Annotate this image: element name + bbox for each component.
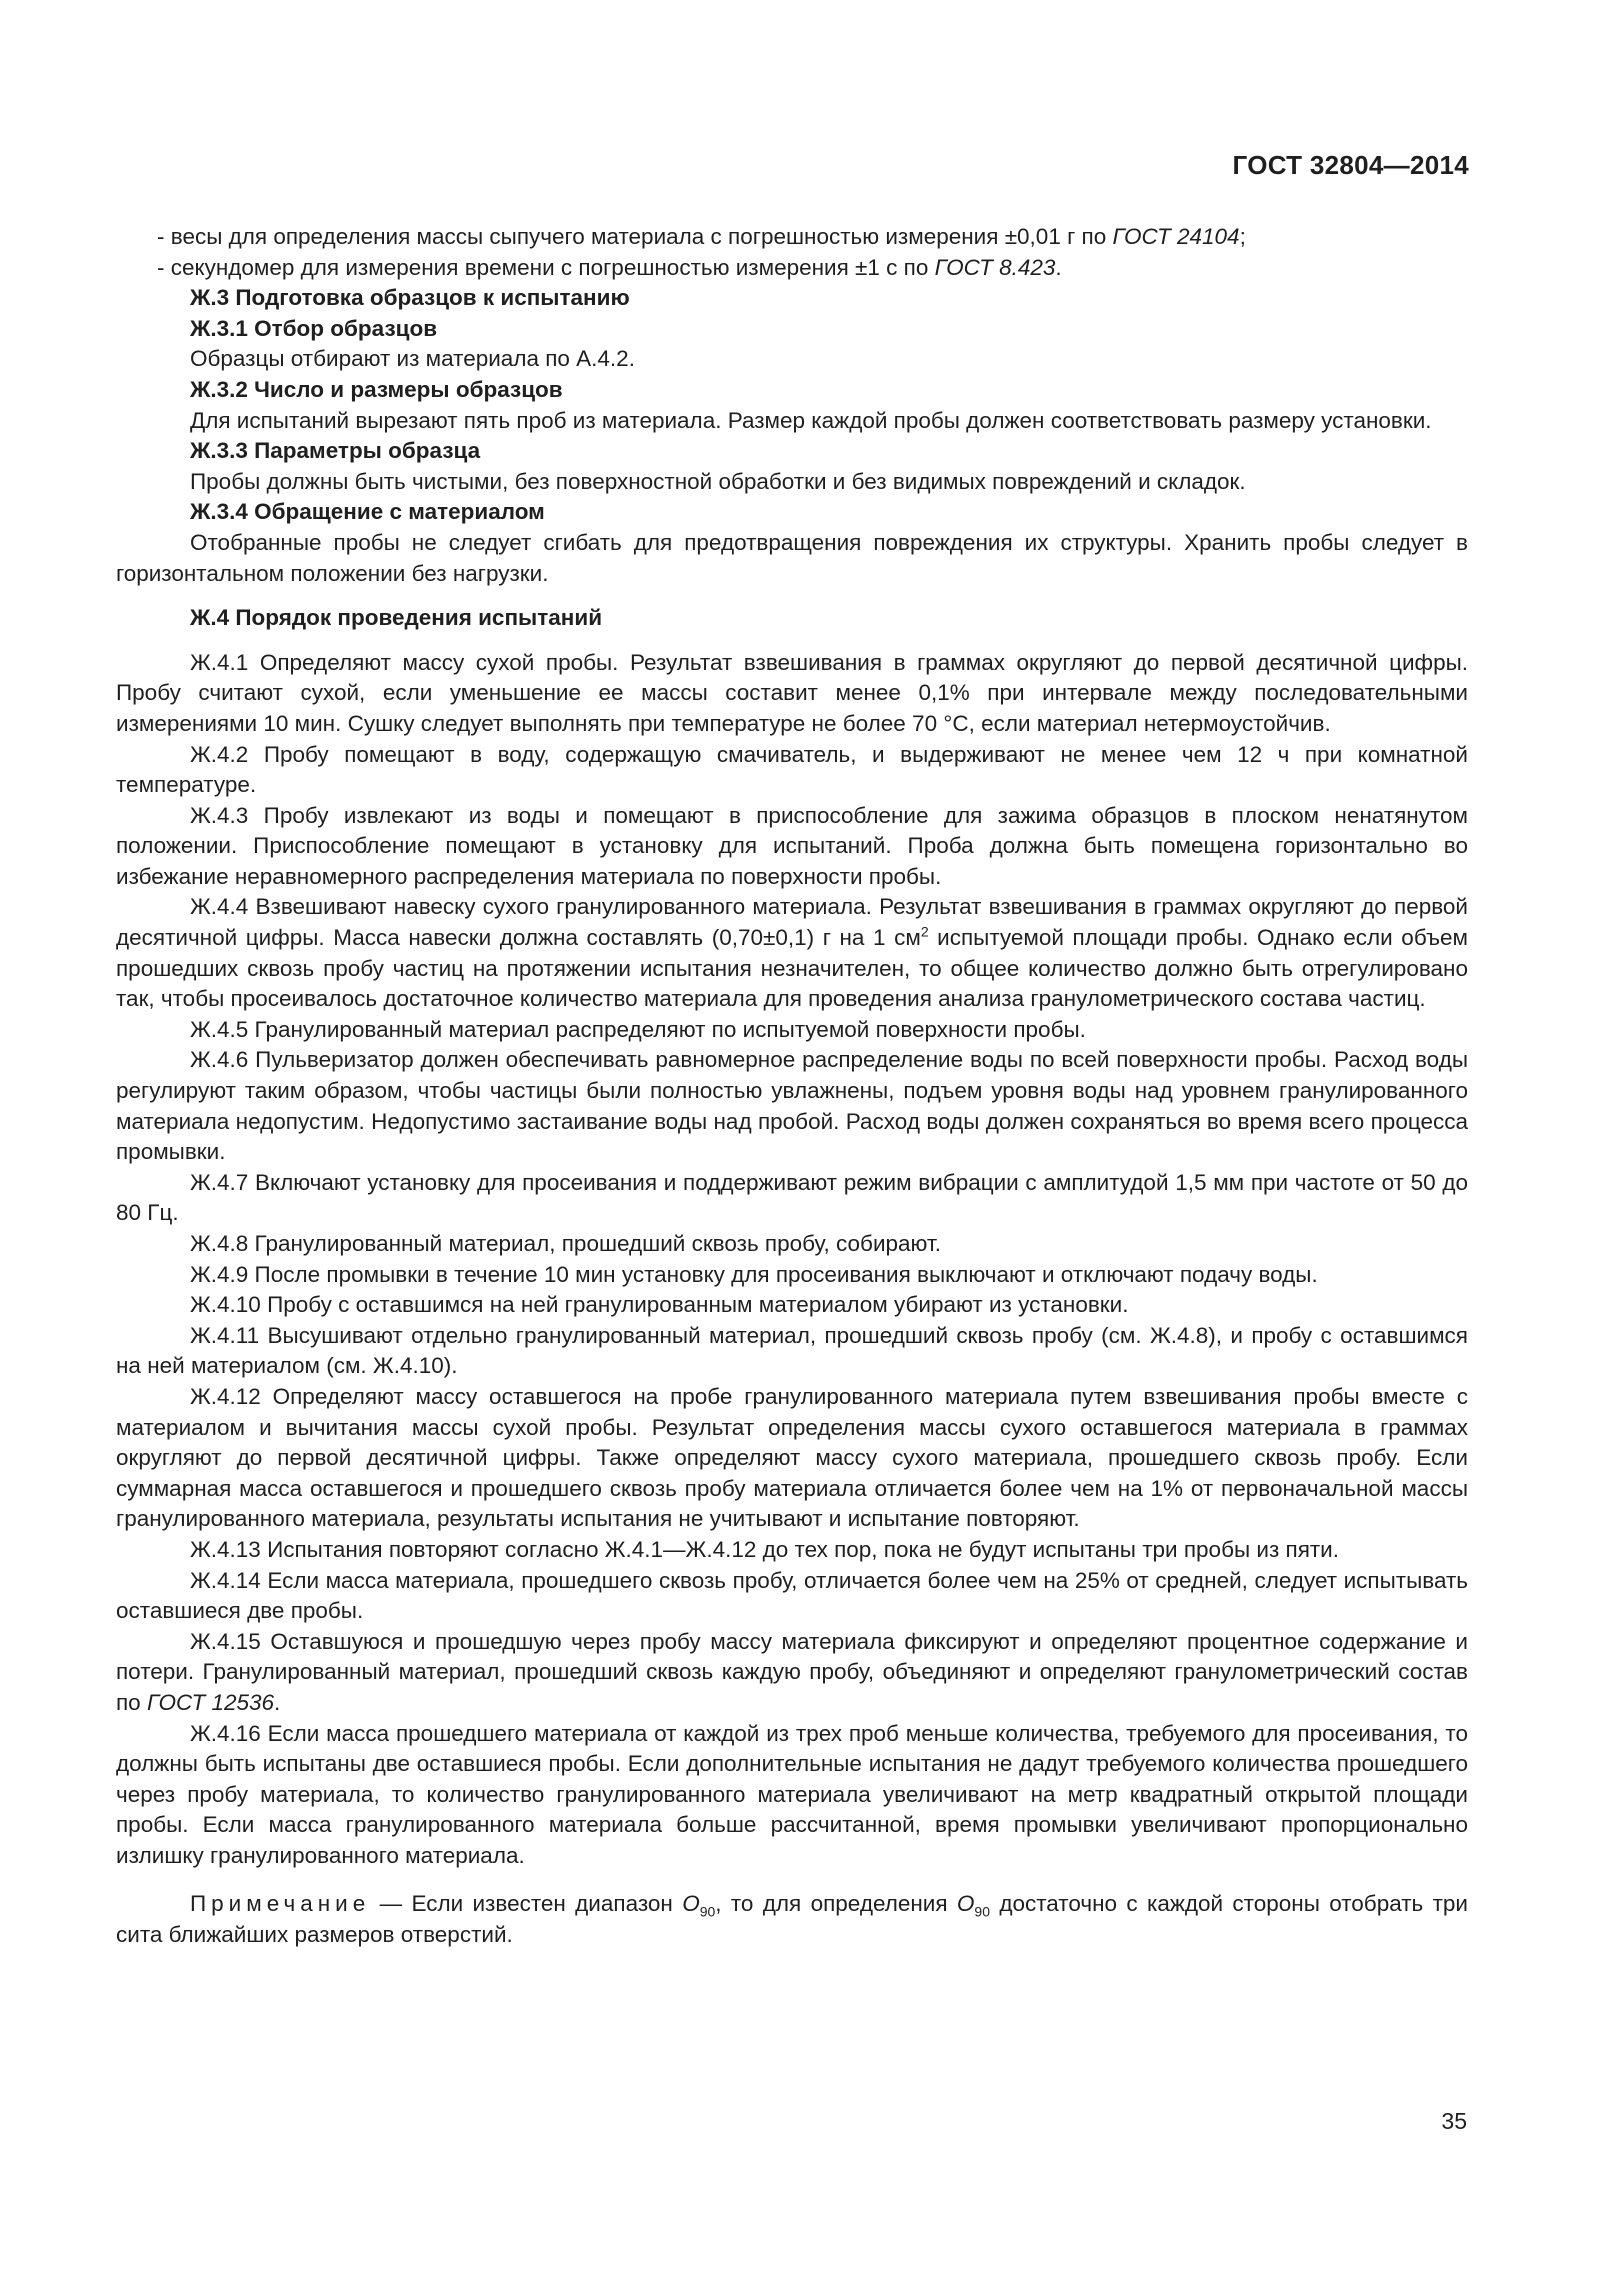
section-heading: Ж.3 Подготовка образцов к испытанию — [190, 285, 630, 311]
standard-code-header: ГОСТ 32804—2014 — [1232, 150, 1469, 180]
subsection-heading: Ж.3.2 Число и размеры образцов — [190, 376, 563, 402]
paragraph: Ж.4.5 Гранулированный материал распределяют по испытуемой поверхности пробы. — [190, 1016, 1086, 1042]
paragraph: Ж.4.3 Пробу извлекают из воды и помещают в приспособление для зажима образцов в плоском ненатянутом положении. Приспособление помещают в установку для испытаний. Проба должна быть помещена горизонтально во избежание неравномерного распределения материала по поверхности пробы. — [116, 802, 1468, 889]
paragraph: Ж.4.1 Определяют массу сухой пробы. Результат взвешивания в граммах округляют до первой десятичной цифры. Пробу считают сухой, если уменьшение ее массы составит менее 0,1% при интервале между последовательными измерениями 10 мин. Сушку следует выполнять при температуре не более 70 °С, если материал нетермоустойчив. — [116, 649, 1468, 736]
section-heading: Ж.4 Порядок проведения испытаний — [190, 605, 603, 631]
note: Примечание — Если известен диапазон $O_{90}$, то для определения $O_{90}$ достаточно с каждой стороны отобрать три сита ближайших размеров отверстий. — [116, 1891, 1468, 1948]
note-label: Примечание — [190, 1891, 371, 1917]
paragraph: Ж.4.8 Гранулированный материал, прошедший сквозь пробу, собирают. — [190, 1231, 941, 1256]
paragraph: Ж.4.13 Испытания повторяют согласно Ж.4.1—Ж.4.12 до тех пор, пока не будут испытаны три пробы из пяти. — [190, 1536, 1340, 1562]
list-item: - секундомер для измерения времени с погрешностью измерения ±1 с по ГОСТ 8.423. — [157, 254, 1062, 280]
subsection-heading: Ж.3.4 Обращение с материалом — [190, 499, 545, 525]
paragraph: Ж.4.16 Если масса прошедшего материала от каждой из трех проб меньше количества, требуемого для просеивания, то должны быть испытаны две оставшиеся пробы. Если дополнительные испытания не дадут требуемого количества прошедшего через пробу материала, то количество гранулированного материала увеличивают на метр квадратный открытой площади пробы. Если масса гранулированного материала больше рассчитанной, время промывки увеличивают пропорционально излишку гранулированного материала. — [116, 1720, 1468, 1868]
paragraph: Пробы должны быть чистыми, без поверхностной обработки и без видимых повреждений и складок. — [190, 468, 1246, 494]
subsection-heading: Ж.3.1 Отбор образцов — [190, 315, 438, 341]
paragraph: Ж.4.15 Оставшуюся и прошедшую через пробу массу материала фиксируют и определяют процентное содержание и потери. Гранулированный материал, прошедший сквозь каждую пробу, объединяют и определяют гранулометрический состав по ГОСТ 12536. — [116, 1628, 1468, 1715]
paragraph: Ж.4.9 После промывки в течение 10 мин установку для просеивания выключают и отключают подачу воды. — [190, 1261, 1318, 1287]
paragraph: Ж.4.12 Определяют массу оставшегося на пробе гранулированного материала путем взвешивания пробы вместе с материалом и вычитания массы сухой пробы. Результат определения массы сухого оставшегося материала в граммах округляют до первой десятичной цифры. Также определяют массу сухого материала, прошедшего сквозь пробу. Если суммарная масса оставшегося и прошедшего сквозь пробу материала отличается более чем на 1% от первоначальной массы гранулированного материала, результаты испытания не учитывают и испытание повторяют. — [116, 1383, 1468, 1532]
list-item: - весы для определения массы сыпучего материала с погрешностью измерения ±0,01 г по ГОСТ 24104; — [157, 224, 1246, 249]
paragraph: Ж.4.4 Взвешивают навеску сухого гранулированного материала. Результат взвешивания в граммах округляют до первой десятичной цифры. Масса навески должна составлять (0,70±0,1) г на 1 $см^2$ испытуемой площади пробы. Однако если объем прошедших сквозь пробу частиц на протяжении испытания незначителен, то общее количество должно быть отрегулировано так, чтобы просеивалось достаточное количество материала для проведения анализа гранулометрического состава частиц. — [116, 894, 1469, 1012]
subsection-heading: Ж.3.3 Параметры образца — [190, 438, 481, 464]
paragraph: Образцы отбирают из материала по А.4.2. — [190, 346, 635, 372]
paragraph: Ж.4.11 Высушивают отдельно гранулированный материал, прошедший сквозь пробу (см. Ж.4.8), и пробу с оставшимся на ней материалом (см. Ж.4.10). — [116, 1322, 1468, 1379]
paragraph: Отобранные пробы не следует сгибать для предотвращения повреждения их структуры. Хранить пробы следует в горизонтальном положении без нагрузки. — [116, 529, 1468, 586]
standard-reference: ГОСТ 8.423 — [934, 254, 1056, 280]
paragraph: Ж.4.7 Включают установку для просеивания и поддерживают режим вибрации с амплитудой 1,5 мм при частоте от 50 до 80 Гц. — [116, 1169, 1468, 1226]
paragraph: Ж.4.14 Если масса материала, прошедшего сквозь пробу, отличается более чем на 25% от средней, следует испытывать оставшиеся две пробы. — [116, 1567, 1468, 1624]
standard-reference: ГОСТ 12536 — [146, 1689, 275, 1715]
standard-reference: ГОСТ 24104 — [1112, 224, 1240, 249]
page-number: 35 — [1441, 2108, 1467, 2134]
paragraph: Ж.4.6 Пульверизатор должен обеспечивать равномерное распределение воды по всей поверхности пробы. Расход воды регулируют таким образом, чтобы частицы были полностью увлажнены, подъем уровня воды над уровнем гранулированного материала недопустим. Недопустимо застаивание воды над пробой. Расход воды должен сохраняться во время всего процесса промывки. — [116, 1047, 1468, 1165]
paragraph: Ж.4.10 Пробу с оставшимся на ней гранулированным материалом убирают из установки. — [190, 1292, 1129, 1318]
page-content — [116, 222, 1468, 1951]
paragraph: Для испытаний вырезают пять проб из материала. Размер каждой пробы должен соответствовать размеру установки. — [190, 407, 1432, 433]
paragraph: Ж.4.2 Пробу помещают в воду, содержащую смачиватель, и выдерживают не менее чем 12 ч при комнатной температуре. — [116, 741, 1468, 798]
